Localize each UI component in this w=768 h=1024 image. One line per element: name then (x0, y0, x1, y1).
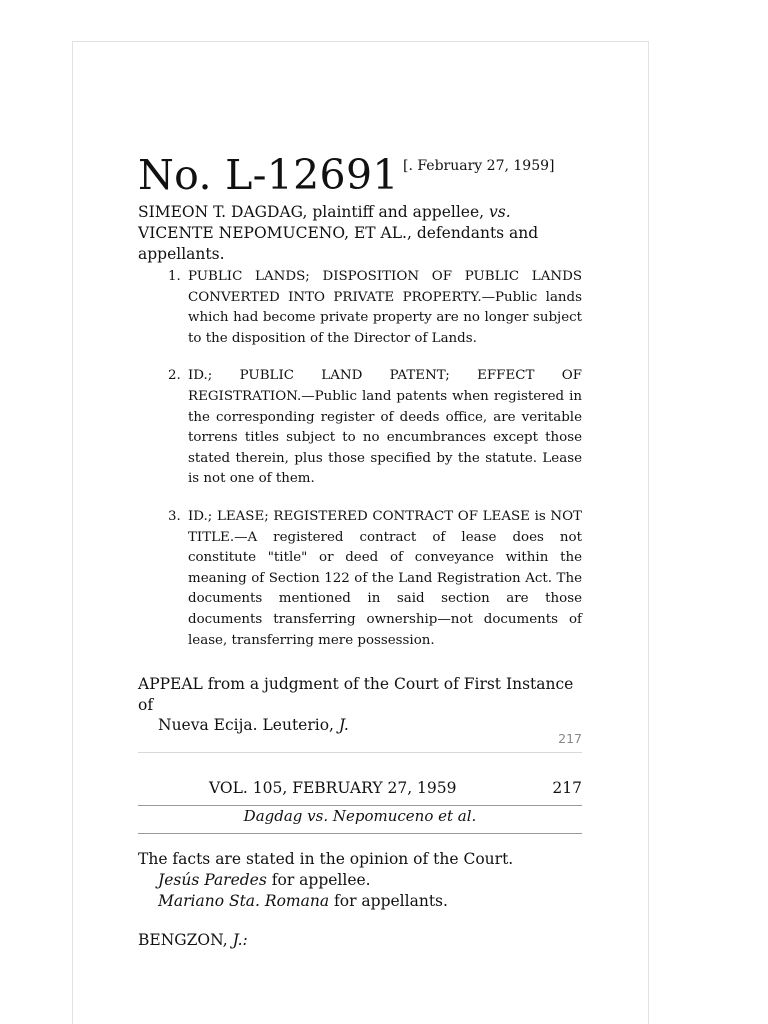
case-number: No. L-12691 (138, 151, 399, 199)
opinion-author-title: J.: (232, 931, 248, 949)
syllabus-item (138, 267, 582, 349)
appeal-statement (138, 674, 582, 736)
appeal-judge-initial: J. (338, 716, 349, 734)
counsel-appellants (138, 891, 582, 912)
page-number-marker: 217 (558, 731, 582, 746)
appeal-line-1: APPEAL from a judgment of the Court of First Instance of (138, 675, 574, 714)
facts-statement: The facts are stated in the opinion of the Court. (138, 850, 514, 868)
case-header (138, 150, 582, 200)
syllabus-item (138, 507, 582, 651)
counsel-appellants-name: Mariano Sta. Romana (158, 891, 330, 910)
case-short-title: Dagdag vs. Nepomuceno et al. (243, 807, 477, 825)
syllabus-item-text: ID.; LEASE; REGISTERED CONTRACT OF LEASE is NOT TITLE.—A registered contract of lease does not constitute "title" or deed of conveyance within the meaning of Section 122 of the Land Registration Act. The documents mentioned in said section are those documents transferring ownership—not documents of lease, transferring mere possession. (188, 508, 582, 648)
opinion-author (138, 930, 582, 951)
defendants-text: VICENTE NEPOMUCENO, ET AL., defendants and appellants. (138, 224, 539, 263)
syllabus-item-number: 3. (168, 508, 181, 524)
running-head-rule-bottom (138, 833, 582, 834)
opinion-author-name: BENGZON, (138, 931, 228, 949)
plaintiff-text: SIMEON T. DAGDAG, plaintiff and appellee, (138, 203, 485, 221)
syllabus-item-text: ID.; PUBLIC LAND PATENT; EFFECT OF REGISTRATION.—Public land patents when registered in the corresponding register of deeds office, are veritable torrens titles subject to no encumbrances except those stated therein, plus those specified by the statute. Lease is not one of them. (188, 368, 582, 487)
syllabus-item-number: 1. (168, 269, 181, 284)
running-head-page-number: 217 (552, 779, 582, 797)
syllabus-item-text: PUBLIC LANDS; DISPOSITION OF PUBLIC LANDS CONVERTED INTO PRIVATE PROPERTY.—Public lands which had become private property are no longer subject to the disposition of the Director of Lands. (188, 269, 582, 346)
syllabus-list (138, 267, 582, 668)
volume-heading: VOL. 105, FEBRUARY 27, 1959 (209, 779, 457, 797)
syllabus-item (138, 366, 582, 490)
counsel-appellants-role: for appellants. (334, 891, 448, 910)
counsel-appellee-role: for appellee. (271, 870, 371, 889)
versus-text: vs. (489, 203, 511, 221)
counsel-appellee (138, 870, 582, 891)
appeal-court-text: Nueva Ecija. Leuterio, (158, 716, 334, 734)
page-break-divider (138, 752, 582, 753)
syllabus-item-number: 2. (168, 368, 181, 384)
case-parties (138, 202, 582, 265)
facts-section (138, 849, 582, 911)
running-head (138, 777, 582, 799)
counsel-appellee-name: Jesús Paredes (158, 870, 267, 889)
case-date: [. February 27, 1959] (403, 158, 555, 174)
